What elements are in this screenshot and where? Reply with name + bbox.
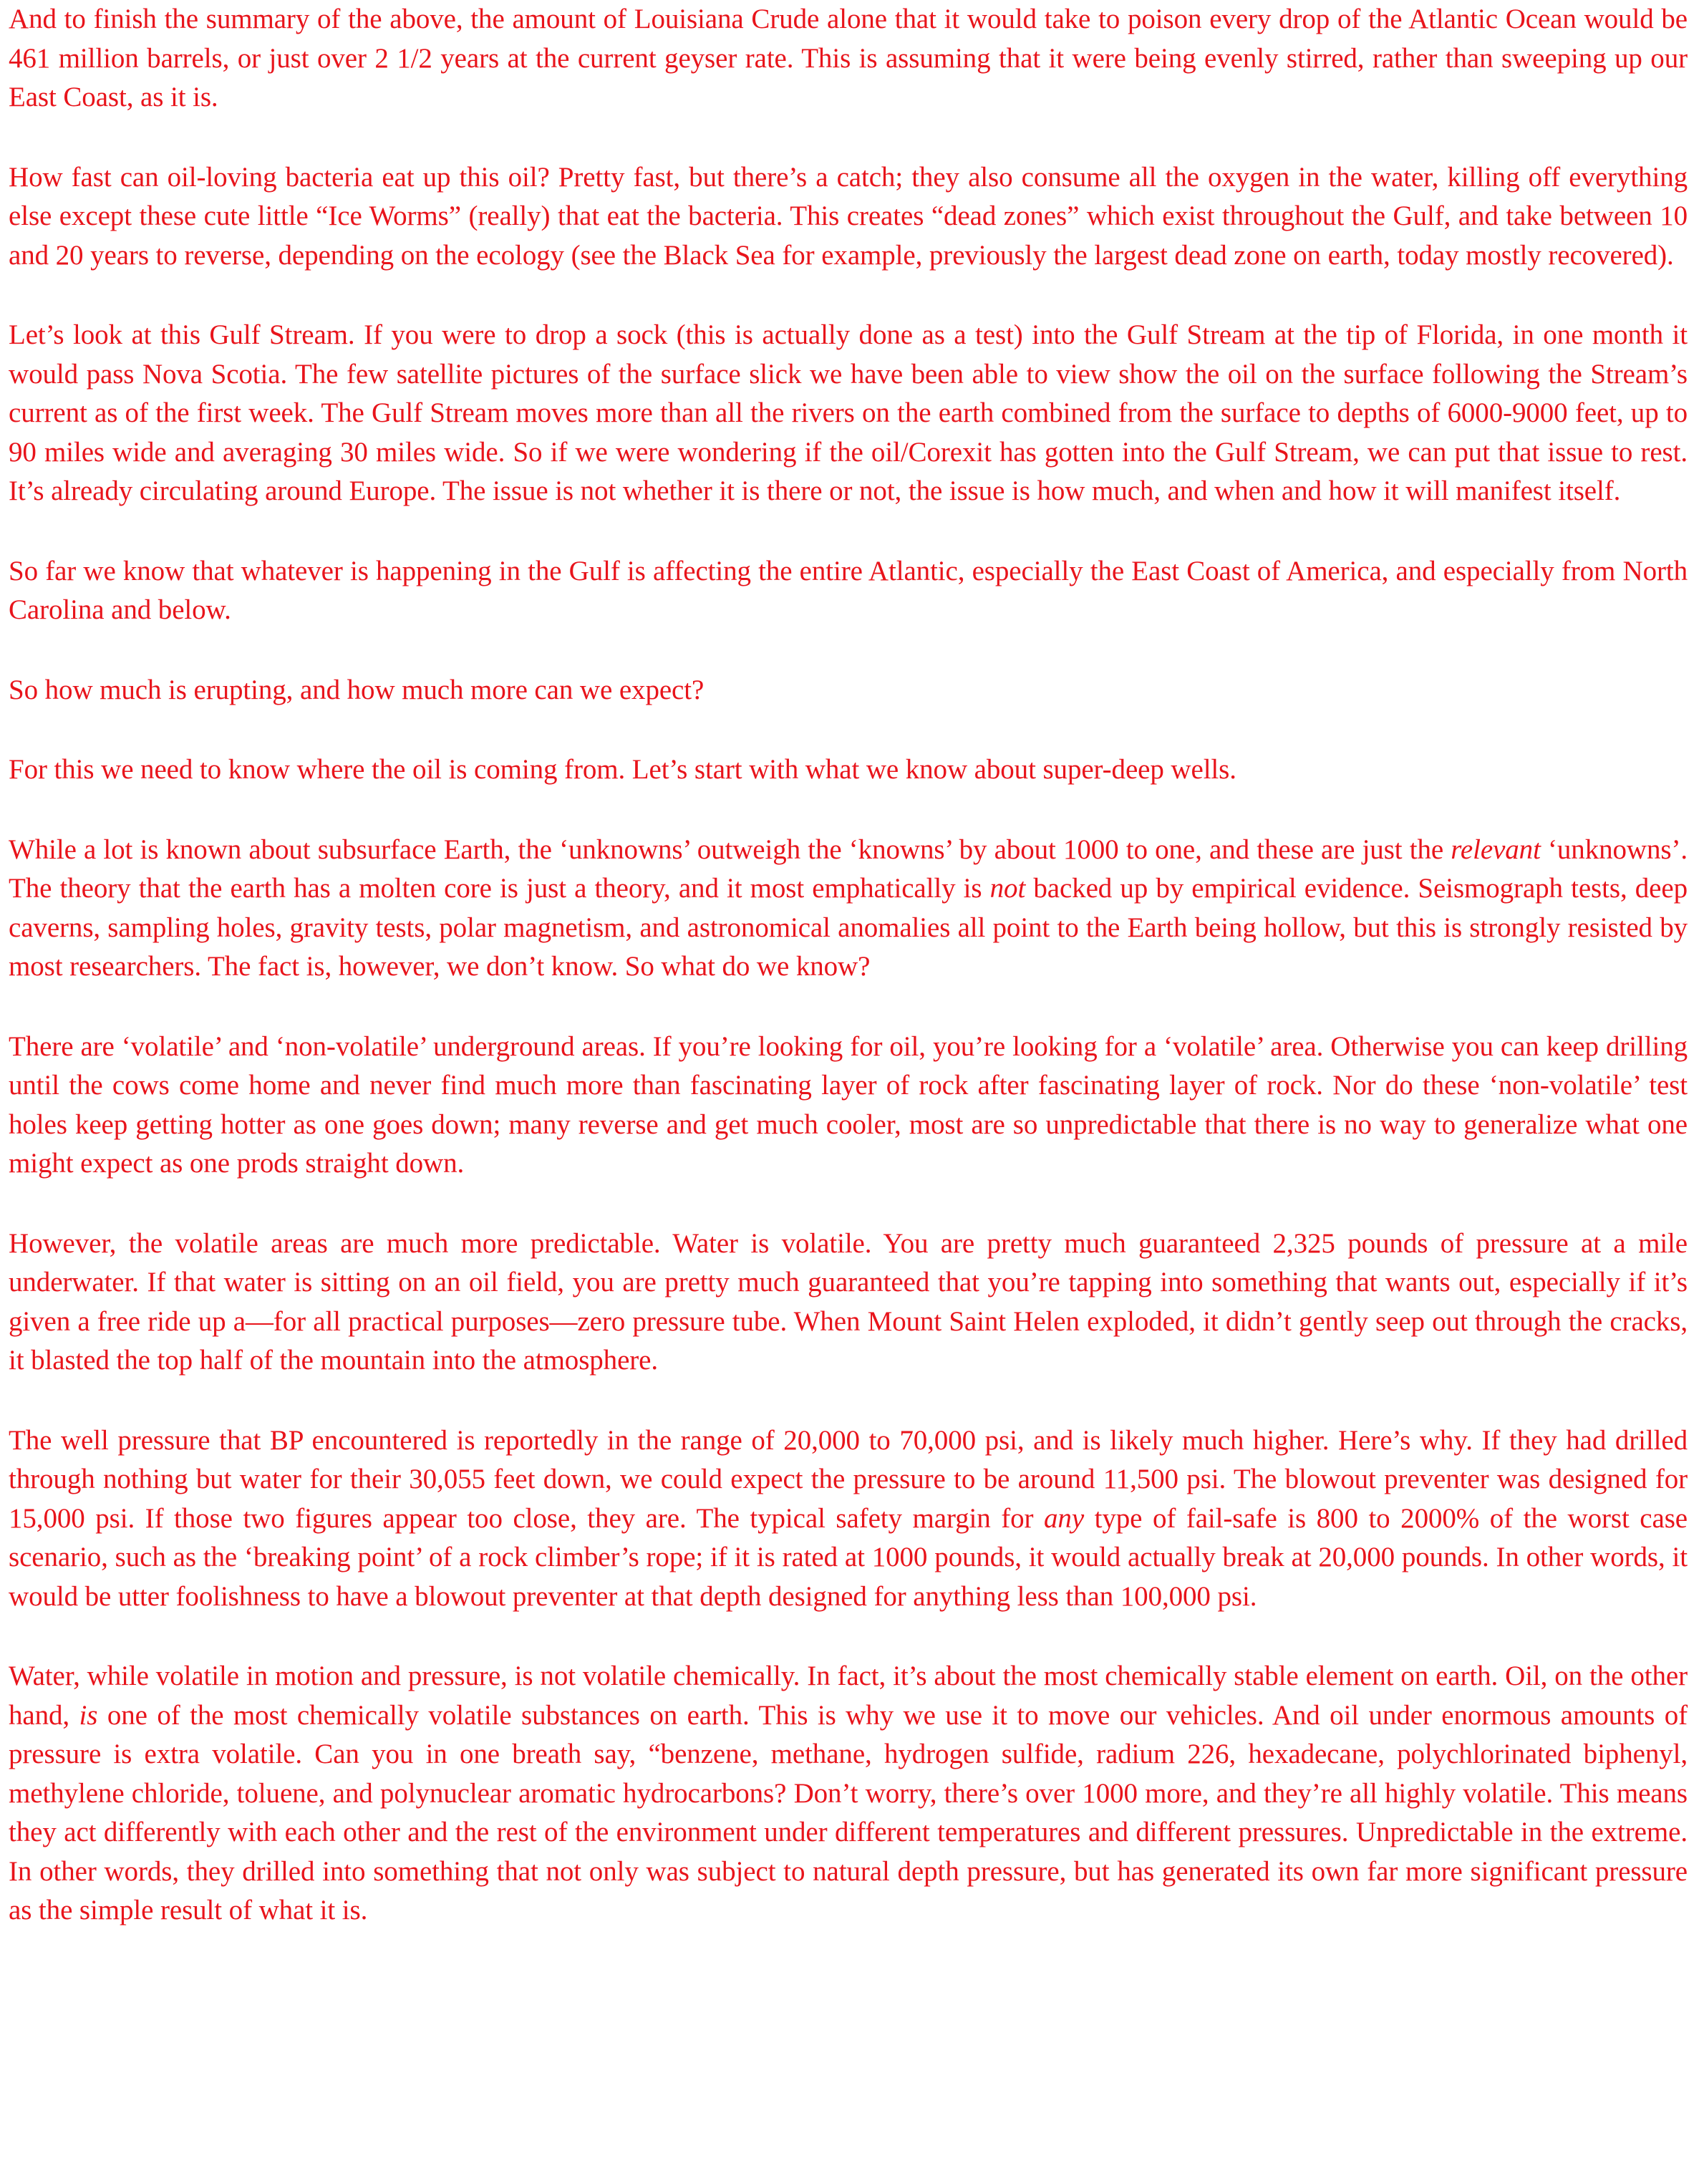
document-body bbox=[9, 0, 1688, 1931]
text-run: type of fail-safe is 800 to 2000% of the worst case scenario, such as the ‘breaking point’ of a rock climber’s rope; if it is rated at 1000 pounds, it would actually break at 20,000 pounds. In other words, it would be utter foolishness to have a blowout preventer at that depth designed for anything less than 100,000 psi. bbox=[9, 1502, 1688, 1612]
text-run: backed up by empirical evidence. Seismograph tests, deep caverns, sampling holes, gravity tests, polar magnetism, and astronomical anomalies all point to the Earth being hollow, but this is strongly resisted by most researchers. The fact is, however, we don’t know. So what do we know? bbox=[9, 873, 1688, 982]
emphasis-text: any bbox=[1044, 1502, 1085, 1534]
paragraph-subsurface-earth bbox=[9, 831, 1688, 987]
emphasis-text: relevant bbox=[1451, 834, 1541, 865]
paragraph-erupting-question bbox=[9, 671, 1688, 710]
text-run: However, the volatile areas are much more predictable. Water is volatile. You are pretty much guaranteed 2,325 pounds of pressure at a mile underwater. If that water is sitting on an oil field, you are pretty much guaranteed that you’re tapping into something that wants out, especially if it’s given a free ride up a—for all practical purposes—zero pressure tube. When Mount Saint Helen exploded, it didn’t gently seep out through the cracks, it blasted the top half of the mountain into the atmosphere. bbox=[9, 1227, 1688, 1376]
paragraph-atlantic-effects bbox=[9, 552, 1688, 630]
text-run: So far we know that whatever is happening in the Gulf is affecting the entire Atlantic, especially the East Coast of America, and especially from North Carolina and below. bbox=[9, 555, 1688, 625]
paragraph-well-pressure bbox=[9, 1421, 1688, 1617]
emphasis-text: is bbox=[79, 1699, 98, 1731]
text-run: one of the most chemically volatile substances on earth. This is why we use it to move our vehicles. And oil under enormous amounts of pressure is extra volatile. Can you in one breath say, “benzene, methane, hydrogen sulfide, radium 226, hexadecane, polychlorinated biphenyl, methylene chloride, toluene, and polynuclear aromatic hydrocarbons? Don’t worry, there’s over 1000 more, and they’re all highly volatile. This means they act differently with each other and the rest of the environment under different temperatures and different pressures. Unpredictable in the extreme. In other words, they drilled into something that not only was subject to natural depth pressure, but has generated its own far more significant pressure as the simple result of what it is. bbox=[9, 1699, 1688, 1926]
emphasis-text: not bbox=[989, 873, 1026, 904]
paragraph-oil-bacteria bbox=[9, 158, 1688, 276]
paragraph-super-deep-wells bbox=[9, 750, 1688, 790]
text-run: The well pressure that BP encountered is reportedly in the range of 20,000 to 70,000 psi, and is likely much higher. Here’s why. If they had drilled through nothing but water for their 30,055 feet down, we could expect the pressure to be around 11,500 psi. The blowout preventer was designed for 15,000 psi. If those two figures appear too close, they are. The typical safety margin for bbox=[9, 1424, 1688, 1534]
text-run: How fast can oil-loving bacteria eat up this oil? Pretty fast, but there’s a catch; they also consume all the oxygen in the water, killing off everything else except these cute little “Ice Worms” (really) that eat the bacteria. This creates “dead zones” which exist throughout the Gulf, and take between 10 and 20 years to reverse, depending on the ecology (see the Black Sea for example, previously the largest dead zone on earth, today mostly recovered). bbox=[9, 161, 1688, 271]
text-run: ‘unknowns’. The theory that the earth has a molten core is just a theory, and it most emphatically is bbox=[9, 834, 1688, 904]
paragraph-chemical-volatility bbox=[9, 1657, 1688, 1931]
paragraph-water-pressure bbox=[9, 1224, 1688, 1381]
paragraph-atlantic-summary bbox=[9, 0, 1688, 117]
text-run: Water, while volatile in motion and pressure, is not volatile chemically. In fact, it’s about the most chemically stable element on earth. Oil, on the other hand, bbox=[9, 1661, 1688, 1731]
text-run: And to finish the summary of the above, the amount of Louisiana Crude alone that it would take to poison every drop of the Atlantic Ocean would be 461 million barrels, or just over 2 1/2 years at the current geyser rate. This is assuming that it were being evenly stirred, rather than sweeping up our East Coast, as it is. bbox=[9, 4, 1688, 112]
paragraph-volatile-areas bbox=[9, 1028, 1688, 1184]
text-run: Let’s look at this Gulf Stream. If you were to drop a sock (this is actually done as a test) into the Gulf Stream at the tip of Florida, in one month it would pass Nova Scotia. The few satellite pictures of the surface slick we have been able to view show the oil on the surface following the Stream’s current as of the first week. The Gulf Stream moves more than all the rivers on the earth combined from the surface to depths of 6000-9000 feet, up to 90 miles wide and averaging 30 miles wide. So if we were wondering if the oil/Corexit has gotten into the Gulf Stream, we can put that issue to rest. It’s already circulating around Europe. The issue is not whether it is there or not, the issue is how much, and when and how it will manifest itself. bbox=[9, 319, 1688, 506]
paragraph-gulf-stream bbox=[9, 316, 1688, 511]
text-run: So how much is erupting, and how much more can we expect? bbox=[9, 674, 705, 705]
text-run: For this we need to know where the oil is coming from. Let’s start with what we know about super-deep wells. bbox=[9, 754, 1236, 785]
text-run: While a lot is known about subsurface Earth, the ‘unknowns’ outweigh the ‘knowns’ by about 1000 to one, and these are just the bbox=[9, 834, 1451, 865]
text-run: There are ‘volatile’ and ‘non-volatile’ underground areas. If you’re looking for oil, you’re looking for a ‘volatile’ area. Otherwise you can keep drilling until the cows come home and never find much more than fascinating layer of rock after fascinating layer of rock. Nor do these ‘non-volatile’ test holes keep getting hotter as one goes down; many reverse and get much cooler, most are so unpredictable that there is no way to generalize what one might expect as one prods straight down. bbox=[9, 1030, 1688, 1179]
